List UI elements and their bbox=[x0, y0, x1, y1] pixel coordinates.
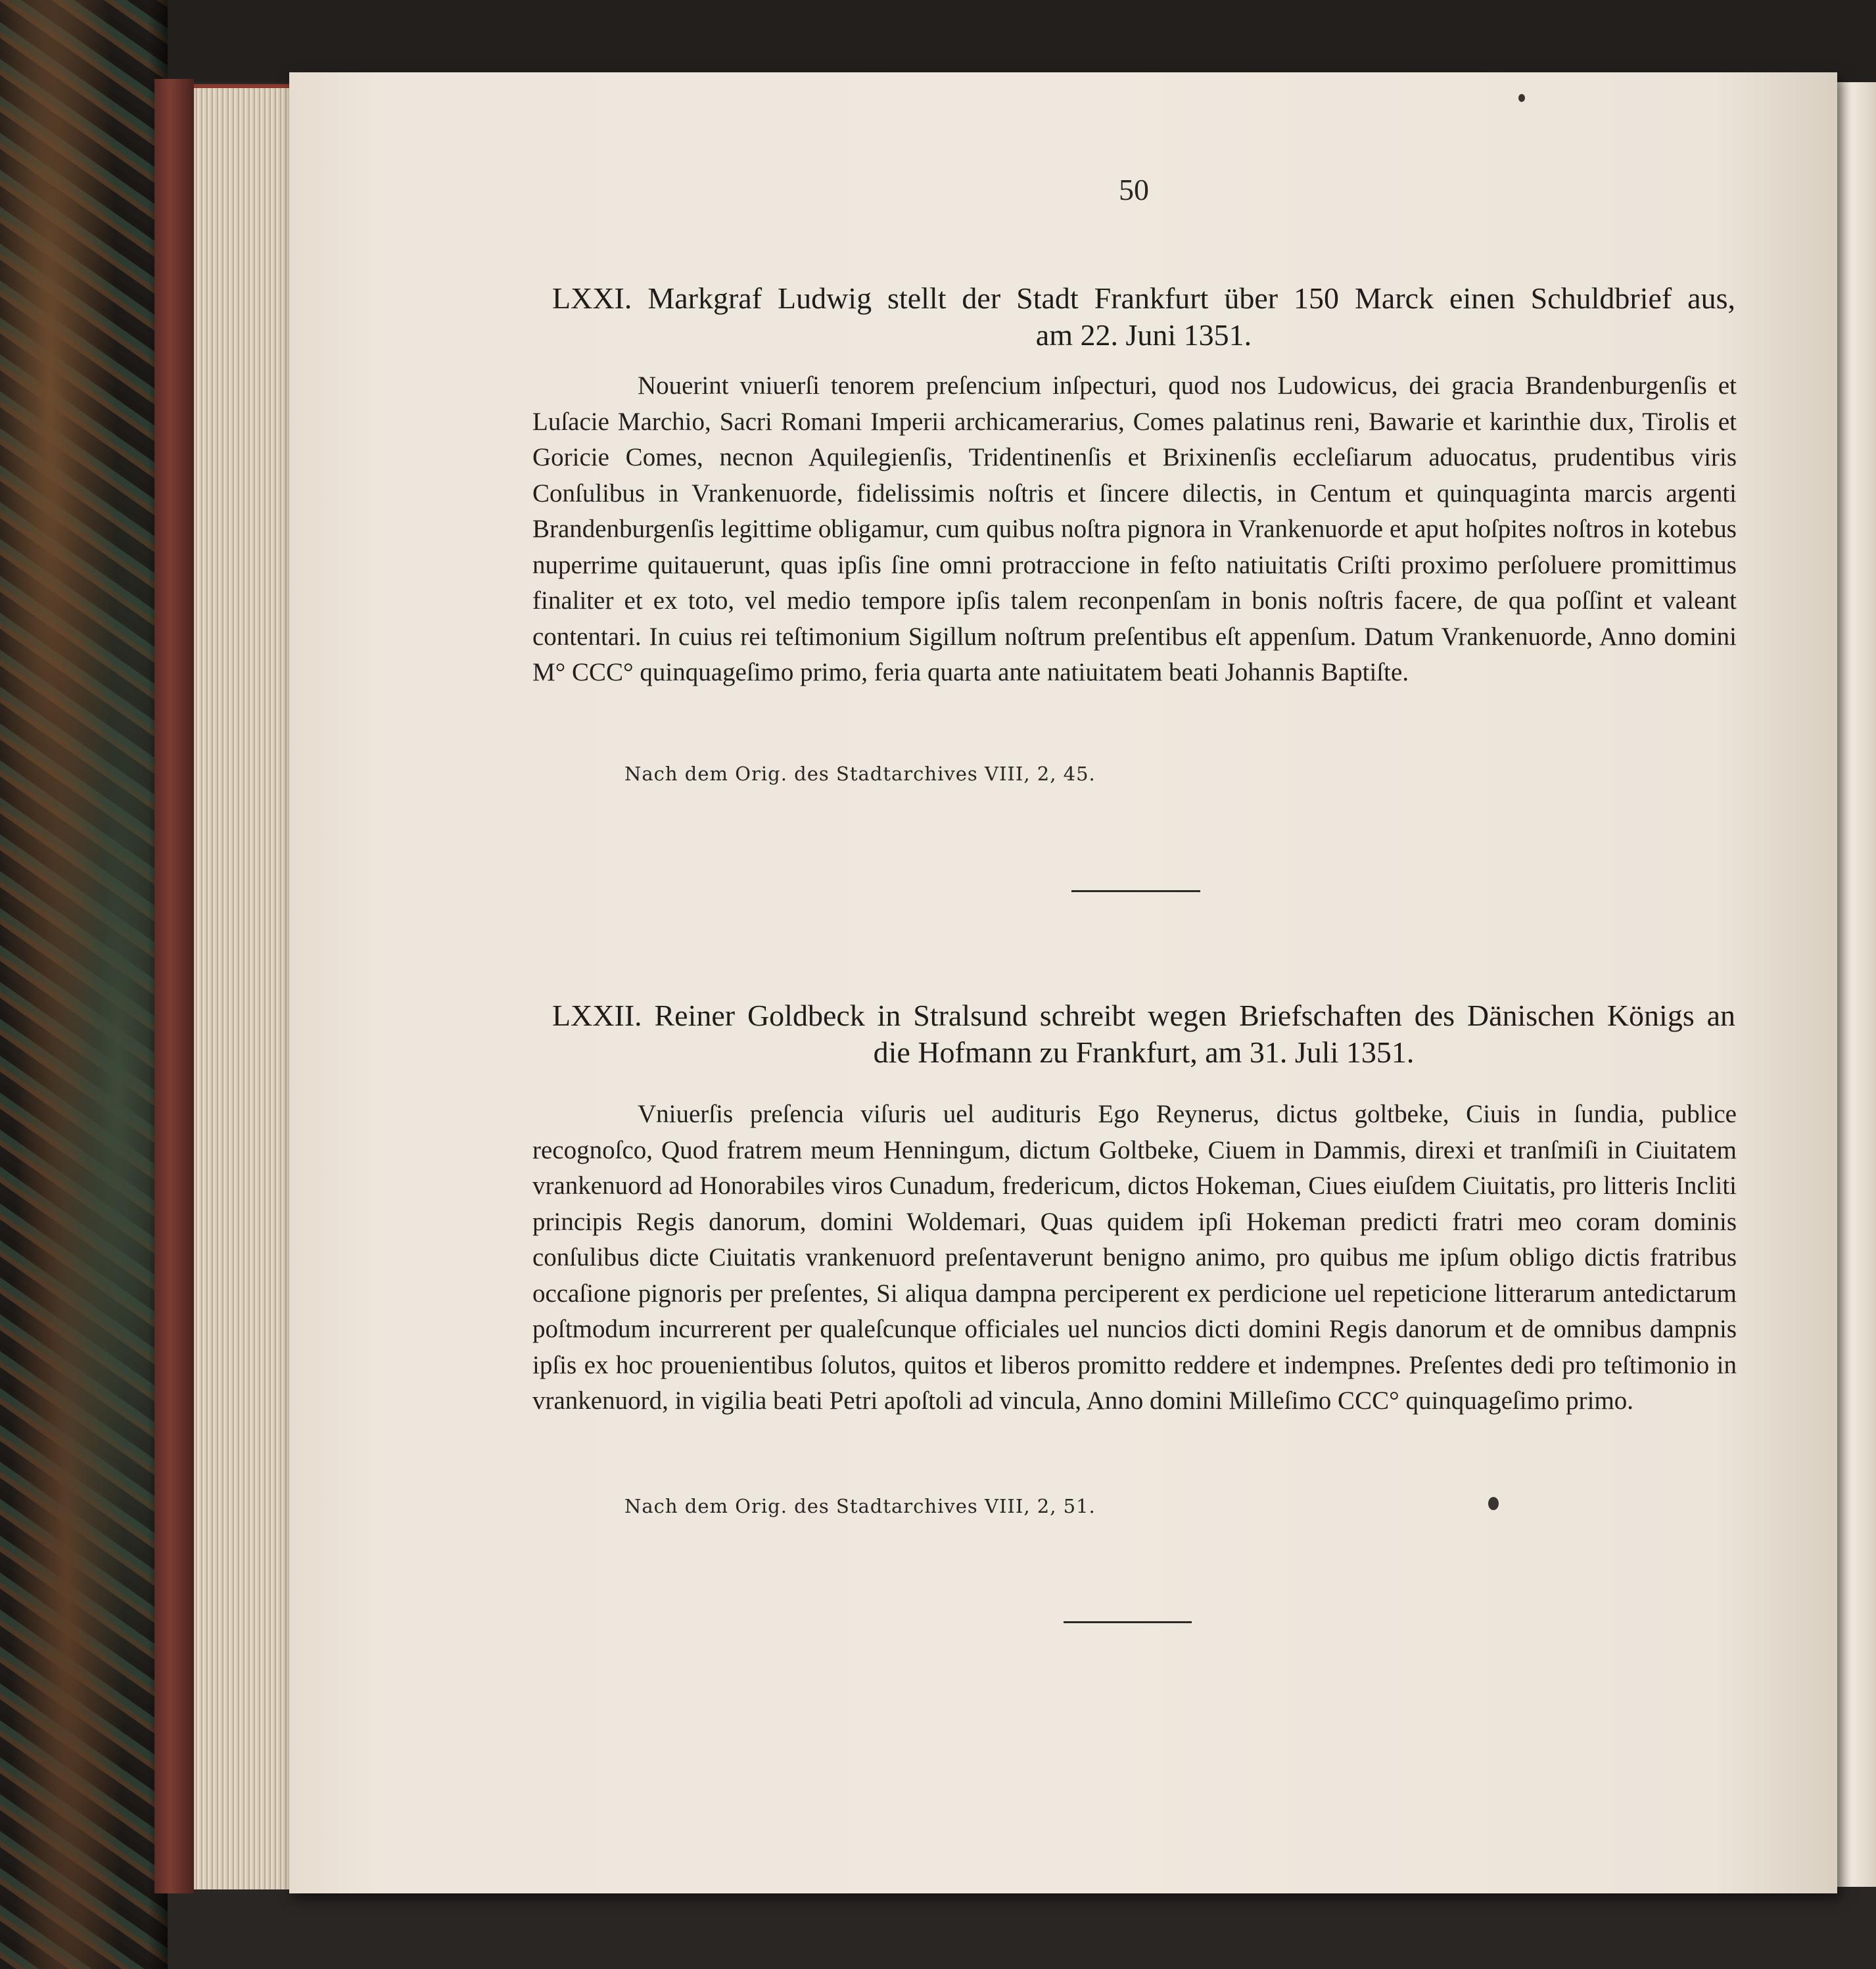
charter-71-paragraph: Nouerint vniuerſi tenorem preſencium inſpecturi, quod nos Ludowicus, dei gracia Brandenburgenſis et Luſacie Marchio, Sacri Romani Imperii archicamerarius, Comes palatinus reni, Bawarie et karinthie dux, Tirolis et Goricie Comes, necnon Aquilegienſis, Tridentinenſis et Brixinenſis eccleſiarum aduocatus, prudentibus viris Conſulibus in Vrankenuorde, fidelissimis noſtris et ſincere dilectis, in Centum et quinquaginta marcis argenti Brandenburgenſis legittime obligamur, cum quibus noſtra pignora in Vrankenuorde et aput hoſpites noſtros in kotebus nuperrime quitauerunt, quas ipſis ſine omni protraccione in feſto natiuitatis Criſti proximo perſoluere promittimus finaliter et ex toto, vel medio tempore ipſis talem reconpenſam in bonis noſtris facere, de qua poſſint et valeant contentari. In cuius rei teſtimonium Sigillum noſtrum preſentibus eſt appenſum. Datum Vrankenuorde, Anno domini M° CCC° quinquageſimo primo, feria quarta ante natiuitatem beati Johannis Baptiſte. bbox=[532, 371, 1737, 686]
charter-72-text bbox=[532, 1097, 1737, 1419]
ink-spot bbox=[1518, 94, 1525, 102]
charter-72-paragraph: Vniuerſis preſencia viſuris uel audituris Ego Reynerus, dictus goltbeke, Ciuis in ſundia, publice recognoſco, Quod fratrem meum Henningum, dictum Goltbeke, Ciuem in Dammis, direxi et tranſmiſi in Ciuitatem vrankenuord ad Honorabiles viros Cunadum, fredericum, dictos Hokeman, Ciues eiuſdem Ciuitatis, pro litteris Incliti principis Regis danorum, domini Woldemari, Quas quidem ipſi Hokeman predicti fratri meo coram dominis conſulibus dicte Ciuitatis vrankenuord preſentaverunt benigno animo, pro quibus me ipſum obligo dictis fratribus occaſione pignoris per preſentes, Si aliqua dampna perciperent ex perdicione uel repeticione litterarum antedictarum poſtmodum incurrerent per qualeſcunque officiales uel nuncios dicti domini Regis danorum et de omnibus dampnis ipſis ex hoc prouenientibus ſolutos, quitos et liberos promitto reddere et indempnes. Preſentes dedi pro teſtimonio in vrankenuord, in vigilia beati Petri apoſtoli ad vincula, Anno domini Milleſimo CCC° quinquageſimo primo. bbox=[532, 1100, 1737, 1415]
section-divider bbox=[1071, 890, 1200, 892]
charter-71-heading-line2: am 22. Juni 1351. bbox=[1035, 318, 1252, 352]
page-edges bbox=[194, 84, 293, 1889]
charter-72-source: Nach dem Orig. des Stadtarchives VIII, 2, 51. bbox=[624, 1495, 1096, 1517]
charter-72-heading bbox=[552, 997, 1735, 1071]
page-number: 50 bbox=[1119, 173, 1149, 206]
charter-71-heading bbox=[552, 280, 1735, 354]
charter-72-heading-line1: LXXII. Reiner Goldbeck in Stralsund schreibt wegen Briefschaften des Dänischen Königs an bbox=[552, 999, 1735, 1032]
ink-spot bbox=[1488, 1497, 1499, 1510]
section-divider bbox=[1064, 1621, 1192, 1623]
book-board-top bbox=[151, 0, 1876, 82]
right-page-edge bbox=[1834, 82, 1876, 1887]
spine-cloth bbox=[154, 79, 194, 1893]
charter-72-heading-line2: die Hofmann zu Frankfurt, am 31. Juli 1351. bbox=[873, 1035, 1415, 1069]
marbled-cover-board bbox=[0, 0, 168, 1969]
charter-71-source: Nach dem Orig. des Stadtarchives VIII, 2, 45. bbox=[624, 763, 1096, 785]
charter-71-heading-line1: LXXI. Markgraf Ludwig stellt der Stadt Frankfurt über 150 Marck einen Schuldbrief aus, bbox=[552, 281, 1735, 315]
charter-71-text bbox=[532, 368, 1737, 691]
